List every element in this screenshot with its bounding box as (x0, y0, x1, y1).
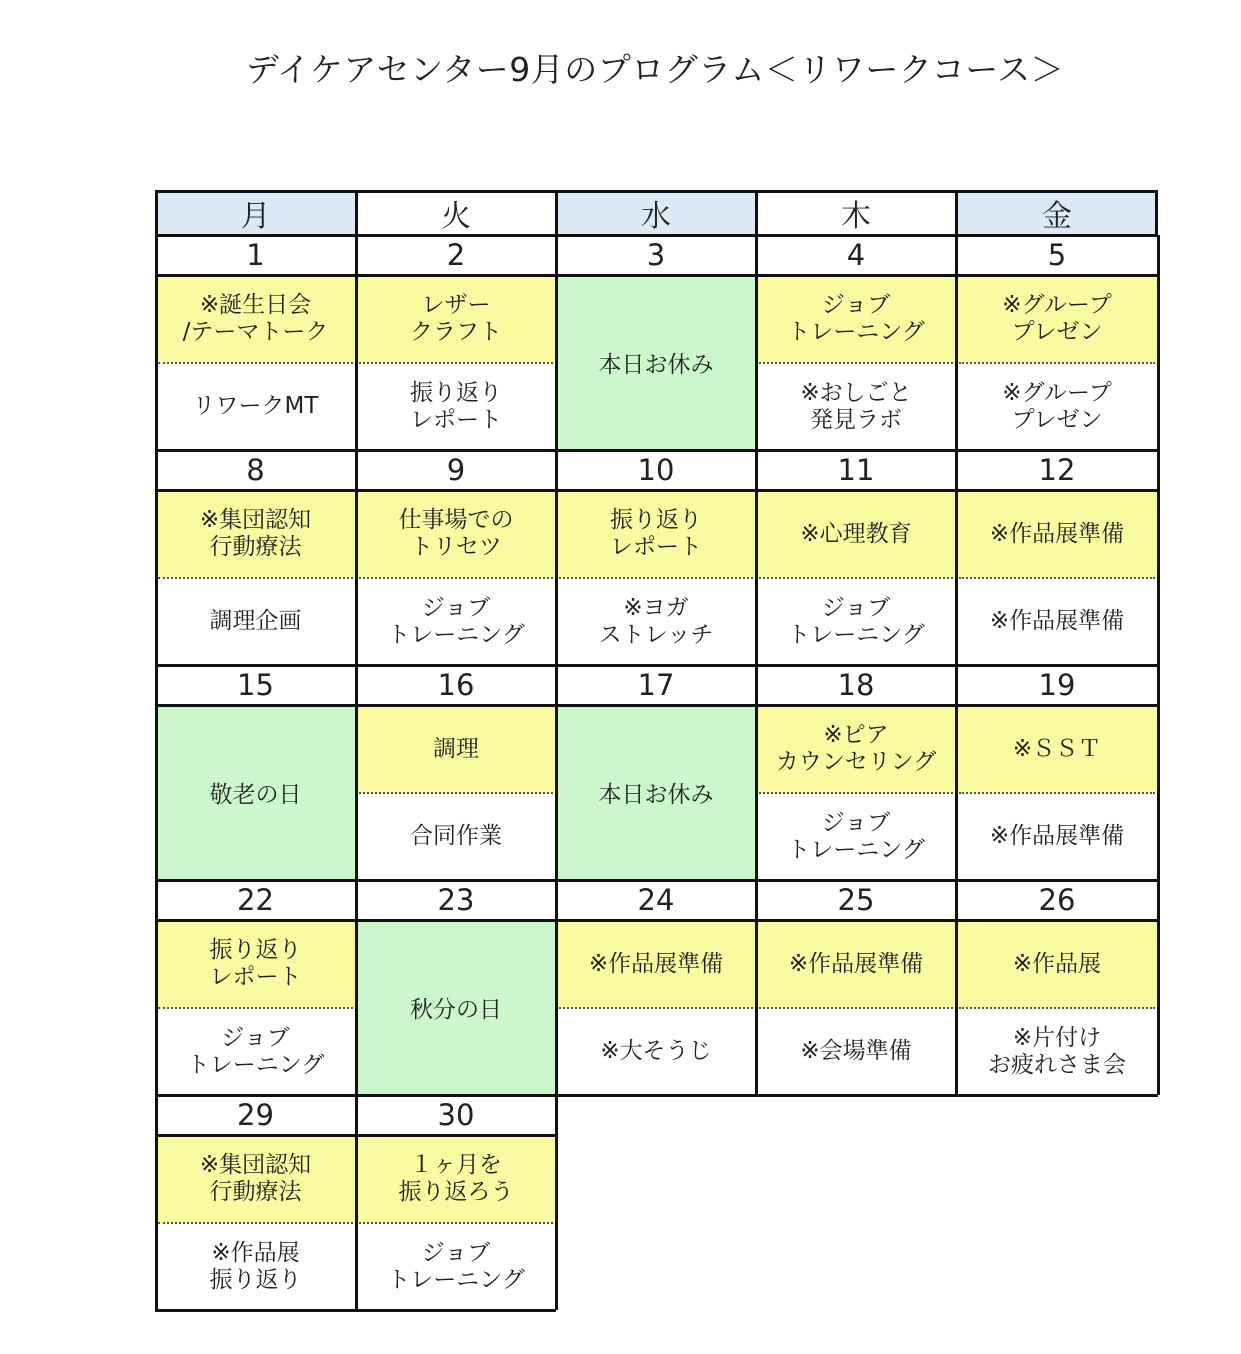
am-pm-divider (158, 1222, 353, 1224)
am-pm-divider (759, 1007, 953, 1009)
grid-line (755, 235, 758, 450)
date-number: 2 (356, 235, 556, 275)
grid-line (755, 190, 758, 236)
am-program: ※ＳＳＴ (956, 705, 1158, 793)
date-number: 24 (556, 880, 756, 920)
grid-line (355, 880, 358, 1095)
pm-program: 振り返り レポート (356, 363, 556, 450)
am-pm-divider (559, 577, 753, 579)
grid-line (755, 450, 758, 665)
pm-program: ※ヨガ ストレッチ (556, 578, 756, 665)
grid-line (955, 665, 958, 880)
weekday-header: 月 (155, 190, 356, 235)
grid-line (555, 450, 558, 665)
date-number: 23 (356, 880, 556, 920)
grid-line (355, 235, 358, 450)
grid-line (555, 235, 558, 450)
am-pm-divider (759, 792, 953, 794)
pm-program: リワークMT (155, 363, 356, 450)
am-program: 振り返り レポート (556, 490, 756, 578)
date-number: 1 (155, 235, 356, 275)
grid-line (155, 664, 1158, 667)
am-program: ※作品展準備 (556, 920, 756, 1008)
grid-line (1155, 190, 1158, 236)
am-program: ※作品展準備 (956, 490, 1158, 578)
date-number: 25 (756, 880, 956, 920)
date-number: 4 (756, 235, 956, 275)
am-program: ジョブ トレーニング (756, 275, 956, 363)
date-number: 18 (756, 665, 956, 705)
pm-program: ※作品展準備 (956, 793, 1158, 880)
am-pm-divider (959, 577, 1155, 579)
grid-line (955, 190, 958, 236)
grid-line (555, 665, 558, 880)
am-pm-divider (559, 1007, 753, 1009)
weekday-header: 木 (756, 190, 956, 235)
am-program: 仕事場での トリセツ (356, 490, 556, 578)
pm-program: ※作品展準備 (956, 578, 1158, 665)
am-pm-divider (158, 362, 353, 364)
am-pm-divider (158, 1007, 353, 1009)
grid-line (155, 234, 1158, 237)
grid-line (155, 274, 1158, 277)
grid-line (1157, 880, 1160, 1095)
date-number: 30 (356, 1095, 556, 1135)
holiday-cell: 本日お休み (556, 705, 756, 880)
pm-program: ジョブ トレーニング (155, 1008, 356, 1095)
weekday-header: 水 (556, 190, 756, 235)
am-pm-divider (959, 792, 1155, 794)
pm-program: ジョブ トレーニング (356, 578, 556, 665)
date-number: 10 (556, 450, 756, 490)
grid-line (155, 704, 1158, 707)
am-pm-divider (359, 577, 553, 579)
am-program: ※心理教育 (756, 490, 956, 578)
grid-line (155, 235, 158, 450)
date-number: 8 (155, 450, 356, 490)
date-number: 19 (956, 665, 1158, 705)
grid-line (555, 190, 558, 236)
am-program: ※集団認知 行動療法 (155, 490, 356, 578)
grid-line (755, 880, 758, 1095)
date-number: 12 (956, 450, 1158, 490)
am-program: 振り返り レポート (155, 920, 356, 1008)
am-program: 調理 (356, 705, 556, 793)
date-number: 26 (956, 880, 1158, 920)
pm-program: ※大そうじ (556, 1008, 756, 1095)
grid-line (1157, 450, 1160, 665)
date-number: 5 (956, 235, 1158, 275)
grid-line (355, 190, 358, 236)
grid-line (355, 665, 358, 880)
pm-program: ※会場準備 (756, 1008, 956, 1095)
date-number: 3 (556, 235, 756, 275)
grid-line (155, 919, 1158, 922)
grid-line (355, 450, 358, 665)
am-program: １ヶ月を 振り返ろう (356, 1135, 556, 1223)
holiday-cell: 本日お休み (556, 275, 756, 450)
pm-program: ※グループ プレゼン (956, 363, 1158, 450)
date-number: 17 (556, 665, 756, 705)
grid-line (555, 880, 558, 1095)
am-pm-divider (759, 577, 953, 579)
grid-line (155, 489, 1158, 492)
date-number: 22 (155, 880, 356, 920)
grid-line (155, 879, 1158, 882)
grid-line (155, 880, 158, 1095)
grid-line (155, 190, 1158, 193)
am-program: レザー クラフト (356, 275, 556, 363)
grid-line (155, 190, 158, 236)
date-number: 29 (155, 1095, 356, 1135)
holiday-cell: 秋分の日 (356, 920, 556, 1095)
am-program: ※グループ プレゼン (956, 275, 1158, 363)
am-program: ※作品展準備 (756, 920, 956, 1008)
am-program: ※集団認知 行動療法 (155, 1135, 356, 1223)
date-number: 11 (756, 450, 956, 490)
date-number: 9 (356, 450, 556, 490)
am-program: ※作品展 (956, 920, 1158, 1008)
date-number: 15 (155, 665, 356, 705)
page-title: デイケアセンター9月のプログラム＜リワークコース＞ (245, 50, 1065, 89)
am-pm-divider (959, 1007, 1155, 1009)
am-pm-divider (359, 1222, 553, 1224)
date-number: 16 (356, 665, 556, 705)
grid-line (1157, 235, 1160, 450)
weekday-header: 金 (956, 190, 1158, 235)
calendar-grid (155, 190, 1158, 1312)
grid-line (755, 665, 758, 880)
pm-program: ジョブ トレーニング (356, 1223, 556, 1310)
am-pm-divider (359, 362, 553, 364)
grid-line (155, 665, 158, 880)
am-pm-divider (759, 362, 953, 364)
grid-line (155, 449, 1158, 452)
grid-line (955, 880, 958, 1095)
pm-program: 合同作業 (356, 793, 556, 880)
grid-line (1157, 665, 1160, 880)
pm-program: ジョブ トレーニング (756, 578, 956, 665)
grid-line (155, 1095, 158, 1310)
holiday-cell: 敬老の日 (155, 705, 356, 880)
weekday-header: 火 (356, 190, 556, 235)
am-pm-divider (359, 792, 553, 794)
grid-line (955, 450, 958, 665)
pm-program: ※おしごと 発見ラボ (756, 363, 956, 450)
am-program: ※ピア カウンセリング (756, 705, 956, 793)
grid-line (955, 235, 958, 450)
pm-program: ※片付け お疲れさま会 (956, 1008, 1158, 1095)
am-pm-divider (959, 362, 1155, 364)
grid-line (155, 450, 158, 665)
grid-line (355, 1095, 358, 1310)
pm-program: ※作品展 振り返り (155, 1223, 356, 1310)
pm-program: 調理企画 (155, 578, 356, 665)
grid-line (555, 1095, 558, 1310)
am-pm-divider (158, 577, 353, 579)
pm-program: ジョブ トレーニング (756, 793, 956, 880)
am-program: ※誕生日会 /テーマトーク (155, 275, 356, 363)
